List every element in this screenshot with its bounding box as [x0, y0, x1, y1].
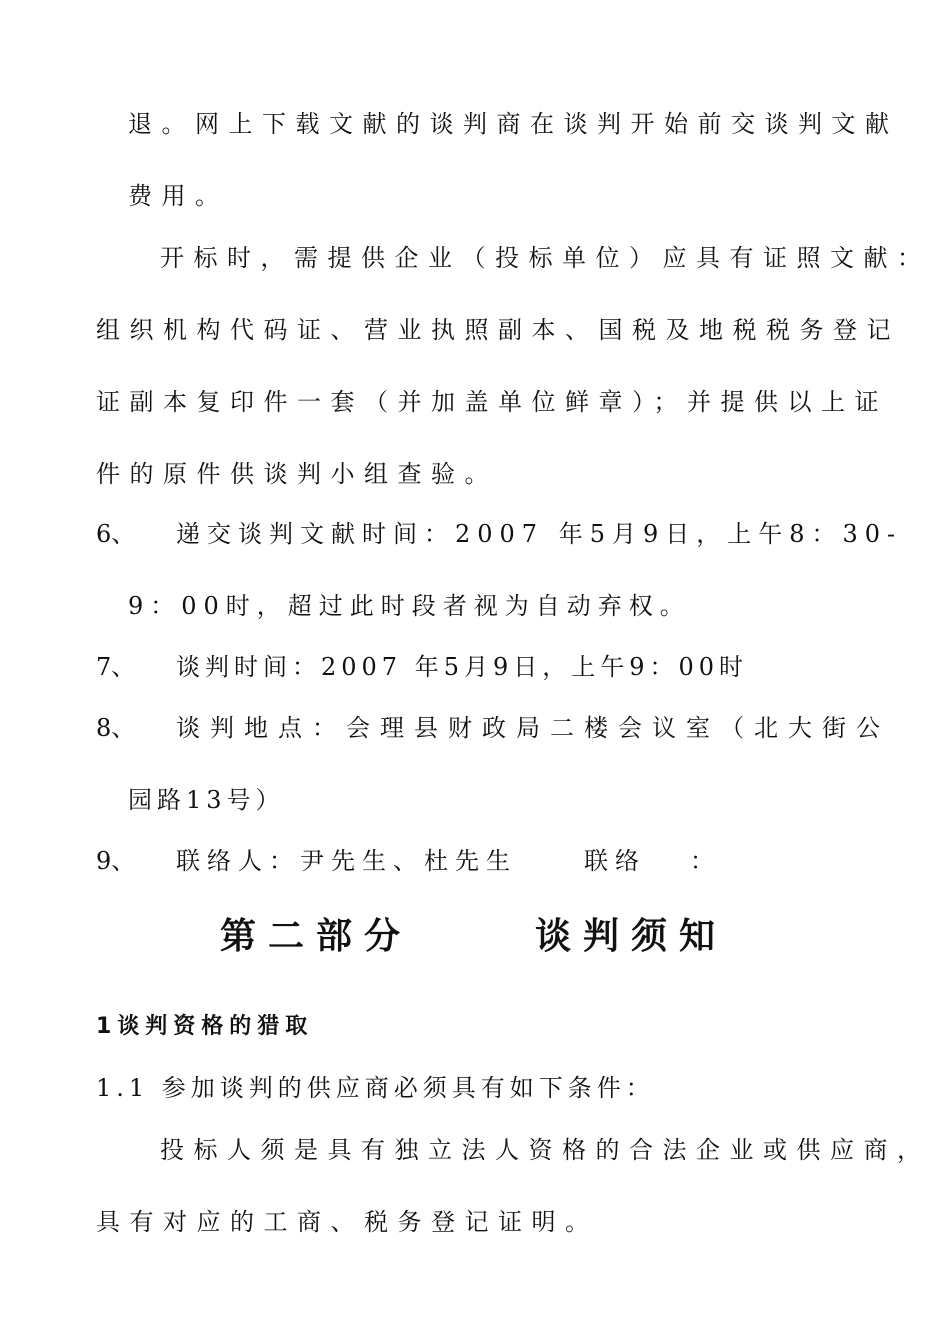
item-text: 联络: [584, 847, 646, 875]
text-line: 开标时，需提供企业（投标单位）应具有证照文献：: [160, 244, 931, 272]
item-continuation: 园路13号）: [128, 786, 285, 814]
item-text: 谈判地点：会理县财政局二楼会议室（北大街公: [176, 714, 890, 742]
section-title: 谈判须知: [535, 916, 728, 957]
text-line: 退。网上下载文献的谈判商在谈判开始前交谈判文献: [128, 110, 899, 138]
item-text: ：: [690, 847, 724, 875]
item-number: 7、: [96, 653, 136, 681]
section-title: 第二部分: [220, 916, 413, 957]
item-number: 9、: [96, 847, 136, 875]
text-line: 费用。: [128, 182, 229, 210]
item-number: 8、: [96, 714, 136, 742]
text-line: 件的原件供谈判小组查验。: [96, 460, 498, 488]
item-text: 联络人：尹先生、杜先生: [176, 847, 517, 875]
text-line: 投标人须是具有独立法人资格的合法企业或供应商，: [160, 1136, 931, 1164]
text-line: 具有对应的工商、税务登记证明。: [96, 1208, 599, 1236]
item-text: 递交谈判文献时间：2007 年5月9日，上午8：30-: [176, 520, 903, 548]
clause: 1.1 参加谈判的供应商必须具有如下条件：: [96, 1074, 655, 1102]
subsection-title: 1谈判资格的猎取: [96, 1014, 314, 1039]
item-continuation: 9：00时，超过此时段者视为自动弃权。: [128, 592, 691, 620]
item-text: 谈判时间：2007 年5月9日，上午9：00时: [176, 653, 749, 681]
item-number: 6、: [96, 520, 136, 548]
text-line: 证副本复印件一套（并加盖单位鲜章）；并提供以上证: [96, 388, 888, 416]
text-line: 组织机构代码证、营业执照副本、国税及地税税务登记: [96, 316, 900, 344]
